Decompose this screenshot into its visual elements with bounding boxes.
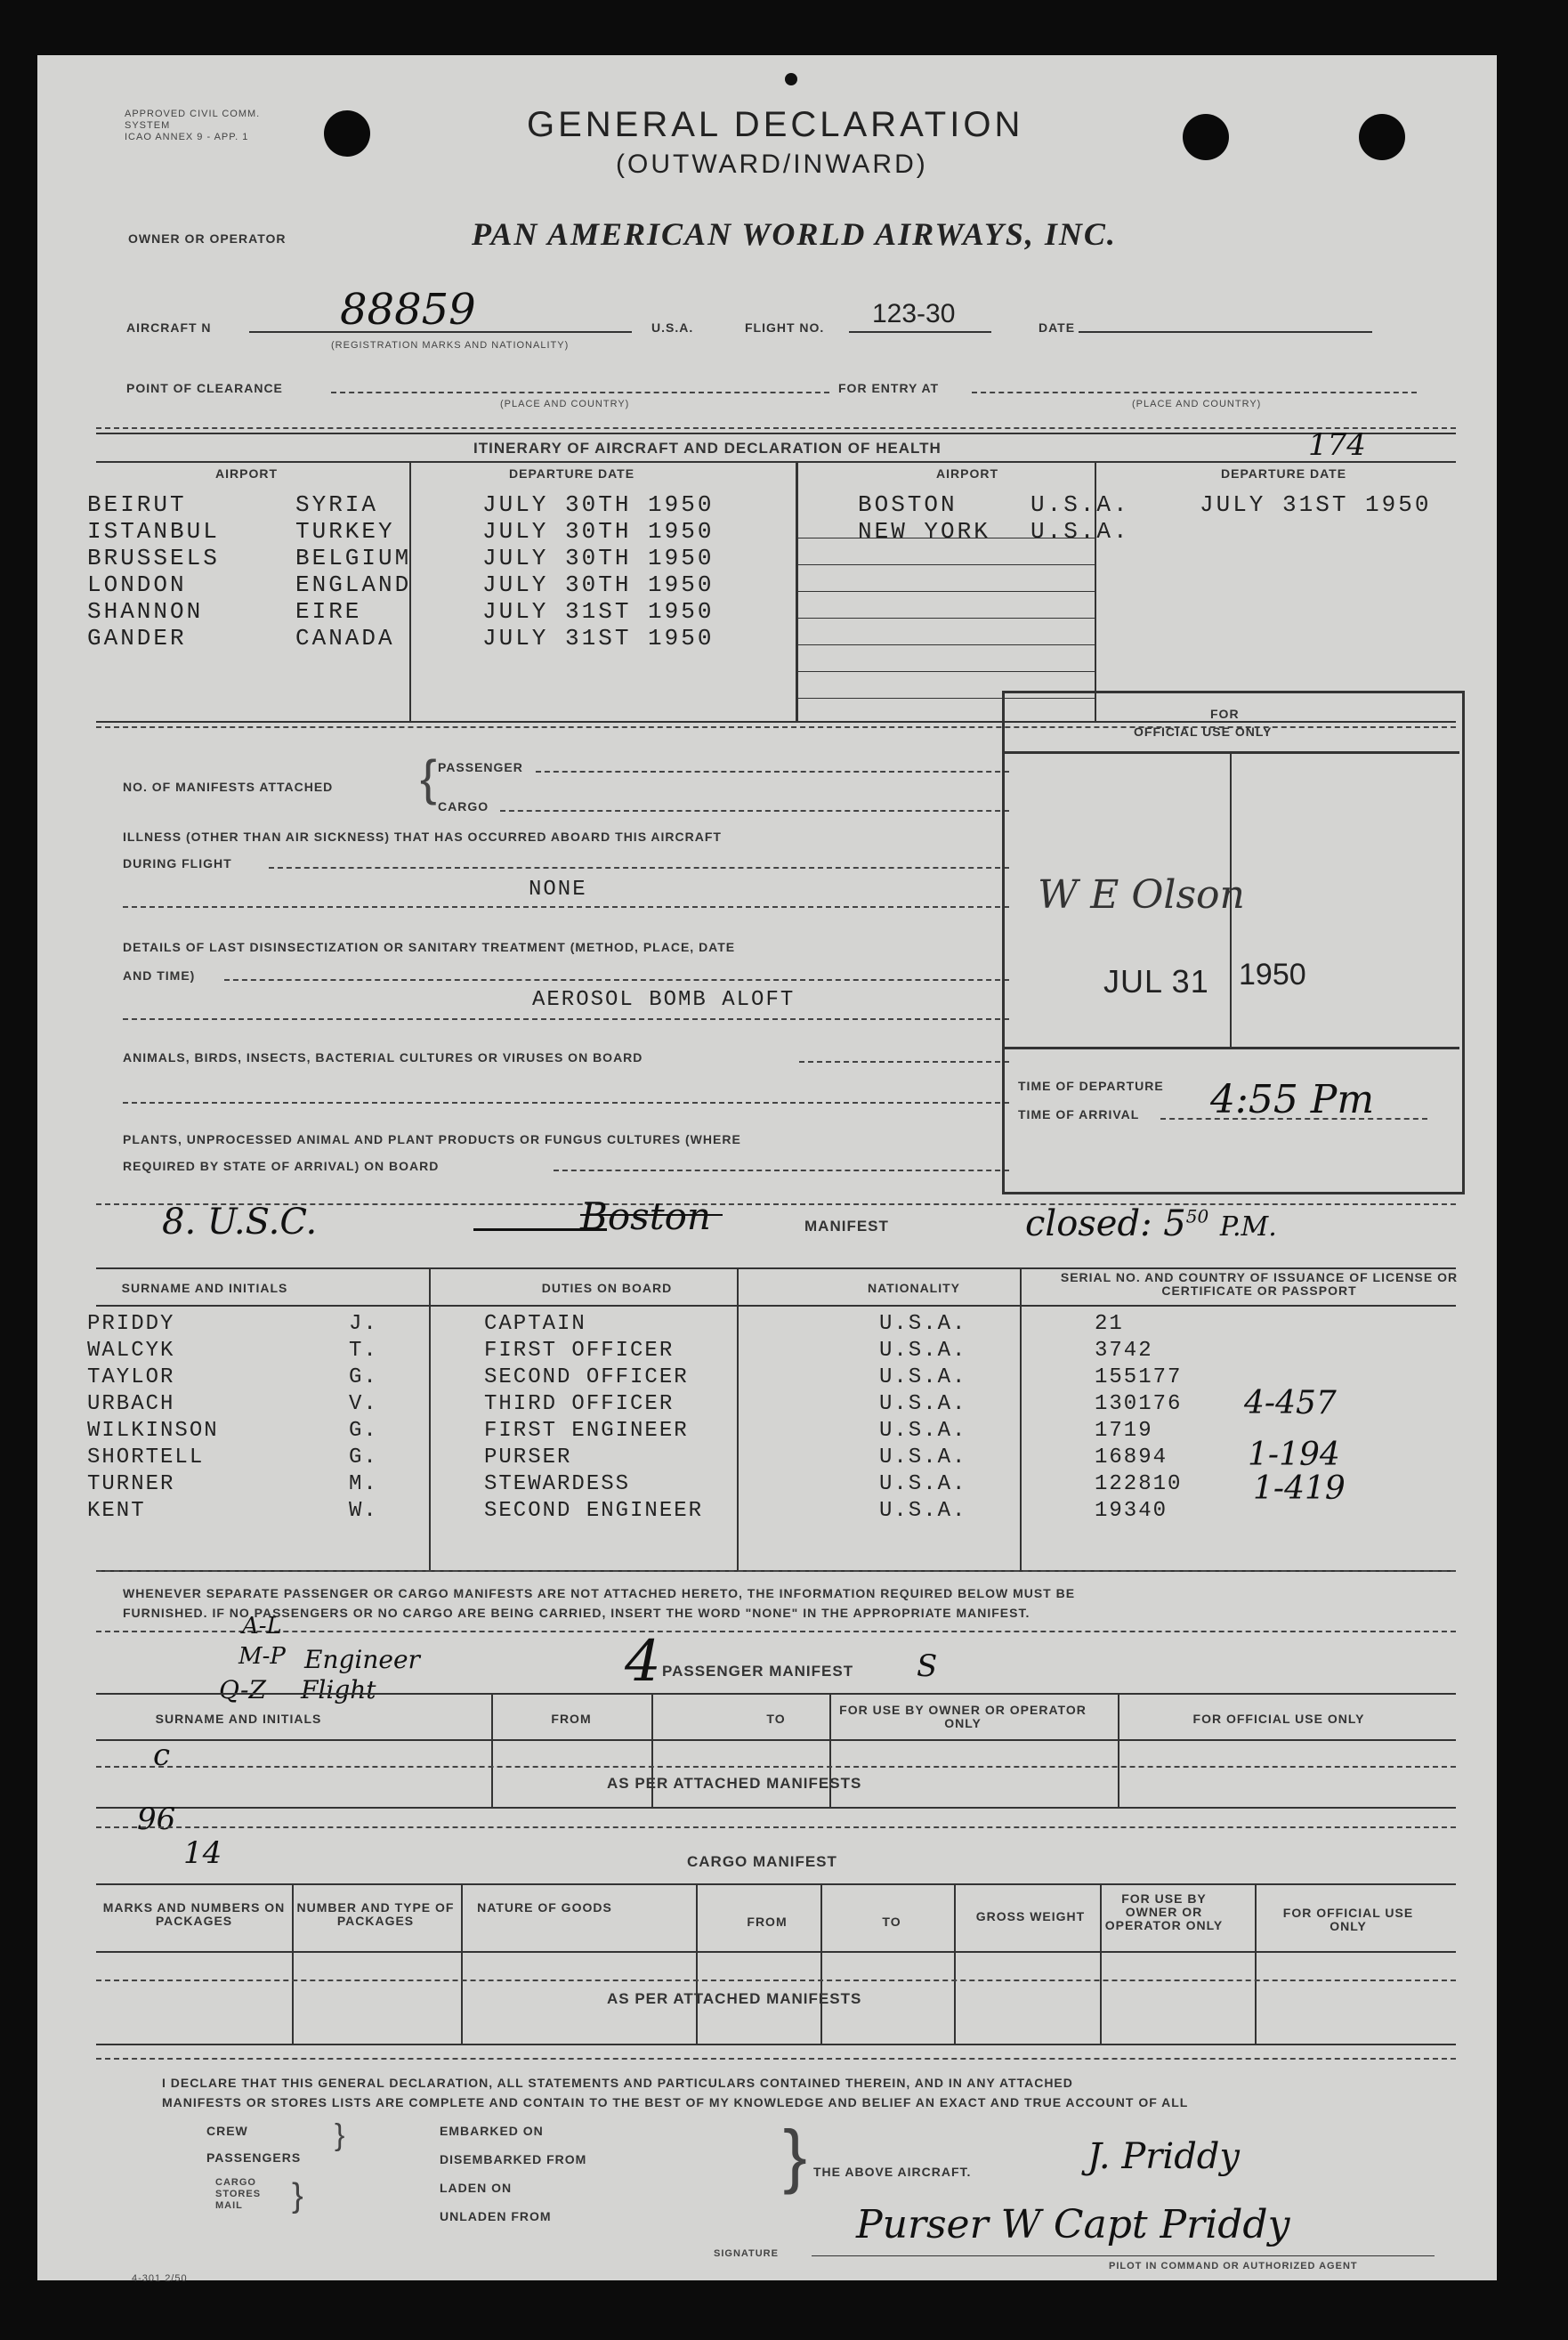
illness-value: NONE bbox=[529, 878, 587, 902]
crew-nationality: U.S.A. bbox=[879, 1312, 967, 1336]
crew-header-surname: SURNAME AND INITIALS bbox=[121, 1281, 288, 1295]
passenger-header-line bbox=[96, 1739, 1456, 1741]
signature-purser: Purser W Capt Priddy bbox=[856, 2202, 1290, 2247]
crew-duty: PURSER bbox=[484, 1445, 572, 1470]
cargo-header-nature: NATURE OF GOODS bbox=[477, 1900, 612, 1915]
declaration-unladen: UNLADEN FROM bbox=[440, 2209, 552, 2223]
cargo-top-line bbox=[96, 1826, 1456, 1828]
cargo-header-marks: MARKS AND NUMBERS ON PACKAGES bbox=[102, 1900, 286, 1928]
arrival-time: 4:55 Pm bbox=[1210, 1077, 1375, 1122]
closed-pm: P.M. bbox=[1219, 1211, 1277, 1243]
airport-city: LONDON bbox=[87, 571, 187, 598]
crew-note: 1-194 bbox=[1248, 1437, 1340, 1473]
crew-top-line bbox=[96, 1267, 1456, 1269]
crew-initial: M. bbox=[349, 1472, 378, 1496]
punch-hole bbox=[324, 110, 370, 157]
animals-label: ANIMALS, BIRDS, INSECTS, BACTERIAL CULTURES OR VIRUSES ON BOARD bbox=[123, 1050, 643, 1065]
date-label: DATE bbox=[1039, 320, 1076, 335]
airport-country: ENGLAND bbox=[295, 571, 412, 598]
passenger-header-official: FOR OFFICIAL USE ONLY bbox=[1192, 1712, 1365, 1726]
cargo-header-owner: FOR USE BY OWNER OR OPERATOR ONLY bbox=[1104, 1891, 1224, 1932]
airport-country: BELGIUM bbox=[295, 545, 412, 571]
closed-text: closed: 5 bbox=[1025, 1203, 1186, 1244]
pilot-label: PILOT IN COMMAND OR AUTHORIZED AGENT bbox=[1109, 2261, 1358, 2271]
crew-serial: 3742 bbox=[1095, 1339, 1153, 1363]
cargo-bottom-line bbox=[96, 2044, 1456, 2045]
itinerary-top-line bbox=[96, 433, 1456, 434]
passenger-bottom-line bbox=[96, 1807, 1456, 1809]
owner-value: PAN AMERICAN WORLD AIRWAYS, INC. bbox=[472, 216, 1117, 252]
usa-label: U.S.A. bbox=[651, 320, 694, 335]
cargo-manifest-title: CARGO MANIFEST bbox=[687, 1853, 837, 1870]
crew-serial: 16894 bbox=[1095, 1445, 1168, 1470]
row-rule bbox=[796, 644, 1095, 645]
official-title: FOR bbox=[1210, 707, 1240, 721]
crew-row bbox=[87, 1385, 1458, 1421]
margin-note: c bbox=[153, 1737, 171, 1773]
illness-line-2 bbox=[123, 906, 1009, 908]
crew-nationality: U.S.A. bbox=[879, 1499, 967, 1523]
crew-serial: 122810 bbox=[1095, 1472, 1183, 1496]
crew-manifest-title: MANIFEST bbox=[804, 1218, 889, 1235]
airport-city: GANDER bbox=[87, 625, 187, 652]
place-note-1: (PLACE AND COUNTRY) bbox=[500, 399, 630, 409]
flight-underline bbox=[849, 331, 991, 333]
crew-initial: G. bbox=[349, 1365, 378, 1389]
passenger-attached: AS PER ATTACHED MANIFESTS bbox=[607, 1775, 862, 1792]
col-airport-right: AIRPORT bbox=[936, 466, 998, 481]
hand-mp-word: Engineer bbox=[304, 1645, 420, 1674]
crew-surname: WALCYK bbox=[87, 1339, 175, 1363]
margin-note: 96 bbox=[137, 1802, 176, 1837]
passenger-header-from: FROM bbox=[551, 1712, 592, 1726]
disinsect-label: DETAILS OF LAST DISINSECTIZATION OR SANITARY TREATMENT (METHOD, PLACE, DATE bbox=[123, 940, 736, 954]
crew-row bbox=[87, 1499, 1458, 1526]
crew-nationality: U.S.A. bbox=[879, 1472, 967, 1496]
airport-country: EIRE bbox=[295, 598, 362, 625]
declaration-cargo: CARGO bbox=[215, 2177, 256, 2188]
hand-count: 4 bbox=[625, 1629, 661, 1695]
approval-line: APPROVED CIVIL COMM. bbox=[125, 109, 261, 119]
airport-country: SYRIA bbox=[295, 491, 379, 518]
crew-surname: TURNER bbox=[87, 1472, 175, 1496]
arrival-time-label: TIME OF ARRIVAL bbox=[1018, 1107, 1140, 1121]
passenger-row-line bbox=[96, 1766, 1456, 1768]
cargo-header-line bbox=[96, 1951, 1456, 1953]
crew-nationality: U.S.A. bbox=[879, 1419, 967, 1443]
departure-date: JULY 31ST 1950 bbox=[1200, 491, 1432, 518]
itinerary-row bbox=[87, 518, 1458, 545]
entry-label: FOR ENTRY AT bbox=[838, 381, 940, 395]
crew-duty: STEWARDESS bbox=[484, 1472, 631, 1496]
official-signature: W E Olson bbox=[1038, 872, 1245, 918]
official-times-line bbox=[1002, 1047, 1459, 1049]
crew-surname: KENT bbox=[87, 1499, 146, 1523]
airport-city: NEW YORK bbox=[858, 518, 990, 545]
passenger-col-line bbox=[491, 1693, 493, 1807]
declaration-crew: CREW bbox=[206, 2124, 248, 2138]
disinsect-line-2 bbox=[123, 1018, 1009, 1020]
margin-note: 14 bbox=[183, 1835, 222, 1871]
passenger-header-owner: FOR USE BY OWNER OR OPERATOR ONLY bbox=[839, 1703, 1087, 1730]
crew-serial: 130176 bbox=[1095, 1392, 1183, 1416]
crew-duty: THIRD OFFICER bbox=[484, 1392, 675, 1416]
flight-label: FLIGHT NO. bbox=[745, 320, 825, 335]
hand-al: A-L bbox=[242, 1613, 282, 1640]
illness-label: ILLNESS (OTHER THAN AIR SICKNESS) THAT HAS OCCURRED ABOARD THIS AIRCRAFT bbox=[123, 830, 722, 844]
declaration-disembarked: DISEMBARKED FROM bbox=[440, 2152, 587, 2166]
animals-line-2 bbox=[123, 1102, 1009, 1104]
cargo-col-line bbox=[292, 1883, 294, 2044]
declaration-cargo-group bbox=[215, 2177, 261, 2212]
place-note-2: (PLACE AND COUNTRY) bbox=[1132, 399, 1262, 409]
crew-nationality: U.S.A. bbox=[879, 1339, 967, 1363]
airport-city: BOSTON bbox=[858, 491, 958, 518]
departure-date: JULY 31ST 1950 bbox=[482, 598, 715, 625]
declaration-mail: MAIL bbox=[215, 2200, 243, 2211]
instructions-line-2: FURNISHED. IF NO PASSENGERS OR NO CARGO ARE BEING CARRIED, INSERT THE WORD "NONE" IN THE APPROPRIATE MANIFEST. bbox=[123, 1606, 1031, 1620]
row-rule bbox=[796, 618, 1095, 619]
manifests-label: NO. OF MANIFESTS ATTACHED bbox=[123, 780, 334, 794]
crew-initial: G. bbox=[349, 1445, 378, 1470]
itinerary-header-line bbox=[96, 461, 1456, 463]
cargo-row-line bbox=[96, 1980, 1456, 1981]
crew-nationality: U.S.A. bbox=[879, 1392, 967, 1416]
itinerary-row bbox=[87, 625, 1458, 652]
brace: } bbox=[335, 2118, 345, 2152]
airport-country: CANADA bbox=[295, 625, 395, 652]
brace: } bbox=[783, 2116, 807, 2195]
airport-city: BEIRUT bbox=[87, 491, 187, 518]
crew-serial: 155177 bbox=[1095, 1365, 1183, 1389]
strike-line bbox=[580, 1214, 723, 1216]
airport-city: ISTANBUL bbox=[87, 518, 220, 545]
crew-surname: SHORTELL bbox=[87, 1445, 205, 1470]
airport-country: U.S.A. bbox=[1031, 518, 1130, 545]
cargo-header-from: FROM bbox=[747, 1915, 788, 1929]
cargo-header-weight: GROSS WEIGHT bbox=[975, 1909, 1086, 1923]
passenger-label: PASSENGER bbox=[438, 760, 523, 774]
cargo-line bbox=[500, 810, 1009, 812]
departure-date: JULY 31ST 1950 bbox=[482, 625, 715, 652]
cargo-col-line bbox=[461, 1883, 463, 2044]
stamp-date: JUL 31 bbox=[1103, 963, 1209, 1000]
crew-duty: SECOND OFFICER bbox=[484, 1365, 689, 1389]
row-rule bbox=[796, 564, 1095, 565]
plants-label: PLANTS, UNPROCESSED ANIMAL AND PLANT PRODUCTS OR FUNGUS CULTURES (WHERE bbox=[123, 1132, 741, 1146]
airport-country: U.S.A. bbox=[1031, 491, 1130, 518]
passenger-header-surname: SURNAME AND INITIALS bbox=[155, 1712, 322, 1726]
punch-hole bbox=[1183, 114, 1229, 160]
signature-line bbox=[812, 2255, 1435, 2256]
instructions-line bbox=[96, 1570, 1456, 1572]
cargo-col-line bbox=[696, 1883, 698, 2044]
note-usc: 8. U.S.C. bbox=[162, 1202, 318, 1243]
passenger-top-line bbox=[96, 1631, 1456, 1632]
note-boston: Boston bbox=[580, 1194, 711, 1238]
passenger-manifest-title: PASSENGER MANIFEST bbox=[662, 1663, 854, 1680]
hand-qz: Q-Z bbox=[219, 1675, 266, 1704]
crew-header-line bbox=[96, 1305, 1456, 1307]
passenger-header-to: TO bbox=[766, 1712, 786, 1726]
form-title: GENERAL DECLARATION bbox=[527, 105, 1024, 144]
departure-date: JULY 30TH 1950 bbox=[482, 491, 715, 518]
declaration-sheet bbox=[37, 55, 1497, 2284]
departure-date: JULY 30TH 1950 bbox=[482, 571, 715, 598]
crew-header-nationality: NATIONALITY bbox=[867, 1281, 961, 1295]
cargo-header-to: TO bbox=[882, 1915, 901, 1929]
passenger-header-top bbox=[96, 1693, 1456, 1695]
row-rule bbox=[796, 671, 1095, 672]
declaration-passengers: PASSENGERS bbox=[206, 2150, 302, 2165]
registration-note: (REGISTRATION MARKS AND NATIONALITY) bbox=[331, 340, 570, 351]
plants-line bbox=[554, 1170, 1009, 1171]
crew-surname: URBACH bbox=[87, 1392, 175, 1416]
col-departure-left: DEPARTURE DATE bbox=[509, 466, 635, 481]
animals-line bbox=[799, 1061, 1009, 1063]
entry-line bbox=[972, 392, 1417, 393]
crew-duty: CAPTAIN bbox=[484, 1312, 586, 1336]
crew-initial: V. bbox=[349, 1392, 378, 1416]
col-airport-left: AIRPORT bbox=[215, 466, 278, 481]
declaration-line-1: I DECLARE THAT THIS GENERAL DECLARATION, ALL STATEMENTS AND PARTICULARS CONTAINED THEREIN, AND IN ANY ATTACHED bbox=[162, 2076, 1073, 2090]
disinsect-value: AEROSOL BOMB ALOFT bbox=[532, 988, 796, 1012]
crew-duty: SECOND ENGINEER bbox=[484, 1499, 704, 1523]
passenger-col-line bbox=[1118, 1693, 1119, 1807]
note-closed bbox=[1025, 1203, 1277, 1244]
aircraft-number: 88859 bbox=[340, 285, 476, 335]
cargo-col-line bbox=[1255, 1883, 1257, 2044]
itinerary-row bbox=[87, 491, 1458, 518]
crew-row bbox=[87, 1470, 1458, 1507]
crew-header-duties: DUTIES ON BOARD bbox=[541, 1281, 673, 1295]
clearance-line bbox=[331, 392, 829, 393]
punch-mark bbox=[785, 73, 797, 85]
cargo-attached: AS PER ATTACHED MANIFESTS bbox=[607, 1990, 862, 2007]
approval-line: SYSTEM bbox=[125, 120, 171, 131]
cargo-col-line bbox=[1100, 1883, 1102, 2044]
stamp-year: 1950 bbox=[1239, 958, 1306, 992]
crew-serial: 21 bbox=[1095, 1312, 1124, 1336]
crew-surname: WILKINSON bbox=[87, 1419, 219, 1443]
itinerary-row bbox=[87, 545, 1458, 571]
itinerary-row bbox=[87, 571, 1458, 598]
declaration-laden: LADEN ON bbox=[440, 2181, 513, 2195]
declaration-top-line bbox=[96, 2058, 1456, 2060]
flight-number: 123-30 bbox=[872, 299, 956, 328]
signature-captain: J. Priddy bbox=[1087, 2136, 1240, 2177]
crew-note: 1-419 bbox=[1253, 1470, 1346, 1507]
signature-label: SIGNATURE bbox=[714, 2248, 779, 2259]
declaration-embarked: EMBARKED ON bbox=[440, 2124, 544, 2138]
crew-surname: TAYLOR bbox=[87, 1365, 175, 1389]
crew-serial: 19340 bbox=[1095, 1499, 1168, 1523]
airport-city: SHANNON bbox=[87, 598, 204, 625]
cargo-header-number: NUMBER AND TYPE OF PACKAGES bbox=[296, 1900, 455, 1928]
crew-row bbox=[87, 1339, 1458, 1365]
crew-row bbox=[87, 1312, 1458, 1339]
itinerary-row bbox=[87, 598, 1458, 625]
crew-nationality: U.S.A. bbox=[879, 1365, 967, 1389]
brace: } bbox=[292, 2177, 303, 2214]
instructions-line-1: WHENEVER SEPARATE PASSENGER OR CARGO MANIFESTS ARE NOT ATTACHED HERETO, THE INFORMATION REQUIRED BELOW MUST BE bbox=[123, 1586, 1076, 1600]
cargo-label: CARGO bbox=[438, 799, 489, 814]
passenger-line bbox=[536, 771, 1009, 773]
crew-surname: PRIDDY bbox=[87, 1312, 175, 1336]
page-number: 174 bbox=[1308, 427, 1366, 463]
cargo-col-line bbox=[954, 1883, 956, 2044]
cargo-header-top bbox=[96, 1883, 1456, 1885]
crew-initial: G. bbox=[349, 1419, 378, 1443]
airport-city: BRUSSELS bbox=[87, 545, 220, 571]
crew-initial: W. bbox=[349, 1499, 378, 1523]
cargo-header-official: FOR OFFICIAL USE ONLY bbox=[1282, 1906, 1414, 1933]
airport-country: TURKEY bbox=[295, 518, 395, 545]
crew-initial: T. bbox=[349, 1339, 378, 1363]
form-subtitle: (OUTWARD/INWARD) bbox=[616, 150, 928, 179]
hand-mp: M-P bbox=[238, 1643, 286, 1670]
hand-qz-word: Flight bbox=[301, 1675, 376, 1704]
illness-label: DURING FLIGHT bbox=[123, 856, 232, 870]
crew-row bbox=[87, 1437, 1458, 1473]
declaration-above-aircraft: THE ABOVE AIRCRAFT. bbox=[813, 2165, 972, 2179]
official-title: OFFICIAL USE ONLY bbox=[1134, 725, 1273, 739]
punch-hole bbox=[1359, 114, 1405, 160]
crew-serial: 1719 bbox=[1095, 1419, 1153, 1443]
departure-date: JULY 30TH 1950 bbox=[482, 545, 715, 571]
declaration-line-2: MANIFESTS OR STORES LISTS ARE COMPLETE AND CONTAIN TO THE BEST OF MY KNOWLEDGE AND BELIEF AN EXACT AND TRUE ACCOUNT OF ALL bbox=[162, 2095, 1189, 2109]
crew-nationality: U.S.A. bbox=[879, 1445, 967, 1470]
crew-note: 4-457 bbox=[1244, 1385, 1337, 1421]
closed-minutes: 50 bbox=[1185, 1205, 1209, 1227]
clearance-label: POINT OF CLEARANCE bbox=[126, 381, 283, 395]
disinsect-label: AND TIME) bbox=[123, 968, 196, 983]
col-departure-right: DEPARTURE DATE bbox=[1221, 466, 1347, 481]
approval-note bbox=[125, 109, 260, 143]
crew-initial: J. bbox=[349, 1312, 378, 1336]
declaration-stores: STORES bbox=[215, 2189, 262, 2199]
disinsect-line bbox=[224, 979, 1009, 981]
crew-duty: FIRST OFFICER bbox=[484, 1339, 675, 1363]
plants-label: REQUIRED BY STATE OF ARRIVAL) ON BOARD bbox=[123, 1159, 440, 1173]
aircraft-label: AIRCRAFT N bbox=[126, 320, 212, 335]
crew-duty: FIRST ENGINEER bbox=[484, 1419, 689, 1443]
brace: { bbox=[420, 749, 437, 806]
form-number: 4-301 2/50 bbox=[132, 2273, 188, 2284]
departure-time-label: TIME OF DEPARTURE bbox=[1018, 1079, 1164, 1093]
approval-line: ICAO ANNEX 9 - APP. 1 bbox=[125, 132, 249, 142]
crew-header-serial: SERIAL NO. AND COUNTRY OF ISSUANCE OF LICENSE OR CERTIFICATE OR PASSPORT bbox=[1060, 1270, 1459, 1298]
hand-suffix: S bbox=[917, 1648, 938, 1684]
owner-label: OWNER OR OPERATOR bbox=[128, 231, 287, 246]
illness-line bbox=[269, 867, 1009, 869]
departure-date: JULY 30TH 1950 bbox=[482, 518, 715, 545]
row-rule bbox=[796, 591, 1095, 592]
itinerary-title: ITINERARY OF AIRCRAFT AND DECLARATION OF HEALTH bbox=[473, 440, 942, 457]
itinerary-top-line bbox=[96, 427, 1456, 429]
cargo-col-line bbox=[820, 1883, 822, 2044]
date-underline bbox=[1079, 331, 1372, 333]
